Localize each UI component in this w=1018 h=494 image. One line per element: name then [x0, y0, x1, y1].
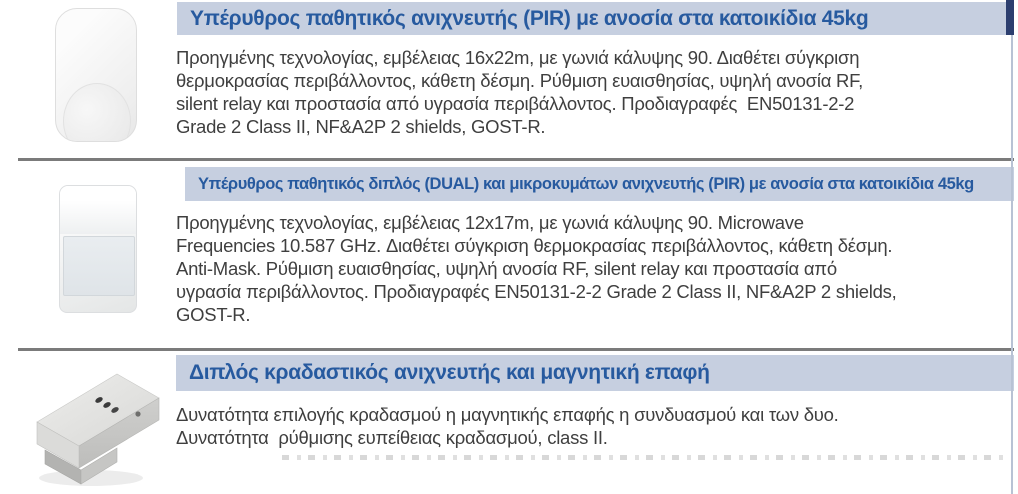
clipped-text-artifact: [282, 455, 1010, 460]
section-divider: [18, 348, 1014, 351]
section-description-dual-pir: [176, 211, 1016, 326]
section-description-vibration: [176, 403, 1016, 449]
detector-top-face: [60, 186, 136, 234]
section-title-text: Διπλός κραδαστικός ανιχνευτής και μαγνητική επαφή: [189, 361, 710, 384]
metal-contact-illustration: [25, 364, 167, 490]
description-line: Anti-Mask. Ρύθμιση ευαισθησίας, υψηλή ανοσία RF, silent relay και προστασία από: [176, 258, 837, 279]
section-divider: [18, 158, 1014, 161]
section-title-vibration: [176, 355, 1014, 391]
description-line: silent relay και προστασία από υγρασία περιβάλλοντος. Προδιαγραφές EN50131-2-2: [176, 93, 855, 114]
section-title-text: Υπέρυθρος παθητικός ανιχνευτής (PIR) με ανοσία στα κατοικίδια 45kg: [190, 6, 869, 30]
section-title-pir-passive: [177, 2, 1006, 35]
description-line: υγρασία περιβάλλοντος. Προδιαγραφές EN50131-2-2 Grade 2 Class II, NF&A2P 2 shields,: [176, 281, 897, 302]
page-right-border: [1011, 0, 1013, 494]
section-description-pir-passive: [176, 46, 1016, 138]
detector-body: [59, 185, 137, 313]
description-line: θερμοκρασίας περιβάλλοντος, κάθετη δέσμη. Ρύθμιση ευαισθησίας, υψηλή ανοσία RF,: [176, 70, 864, 91]
vibration-detector-image: [25, 364, 167, 490]
detector-body: [55, 8, 137, 142]
section-title-dual-pir: [185, 167, 1014, 201]
description-line: Προηγμένης τεχνολογίας, εμβέλειας 12x17m, με γωνιά κάλυψης 90. Microwave: [176, 212, 804, 233]
page-right-border-cap: [1006, 0, 1014, 35]
description-line: Δυνατότητα επιλογής κραδασμού η μαγνητικής επαφής η συνδυασμού και των δυο.: [176, 404, 839, 425]
description-line: Δυνατότητα ρύθμισης ευπείθειας κραδασμού, class II.: [176, 427, 608, 448]
pir-passive-detector-image: [55, 8, 137, 142]
dual-pir-microwave-detector-image: [59, 185, 137, 313]
description-line: GOST-R.: [176, 304, 251, 325]
description-line: Frequencies 10.587 GHz. Διαθέτει σύγκριση θερμοκρασίας περιβάλλοντος, κάθετη δέσμη.: [176, 235, 893, 256]
detector-lens-window: [63, 236, 135, 296]
section-title-text: Υπέρυθρος παθητικός διπλός (DUAL) και μικροκυμάτων ανιχνευτής (PIR) με ανοσία στα κατοικίδια 45kg: [198, 174, 974, 193]
description-line: Προηγμένης τεχνολογίας, εμβέλειας 16x22m, με γωνιά κάλυψης 90. Διαθέτει σύγκριση: [176, 47, 860, 68]
description-line: Grade 2 Class II, NF&A2P 2 shields, GOST-R.: [176, 116, 546, 137]
detector-lens-dome: [63, 83, 131, 142]
